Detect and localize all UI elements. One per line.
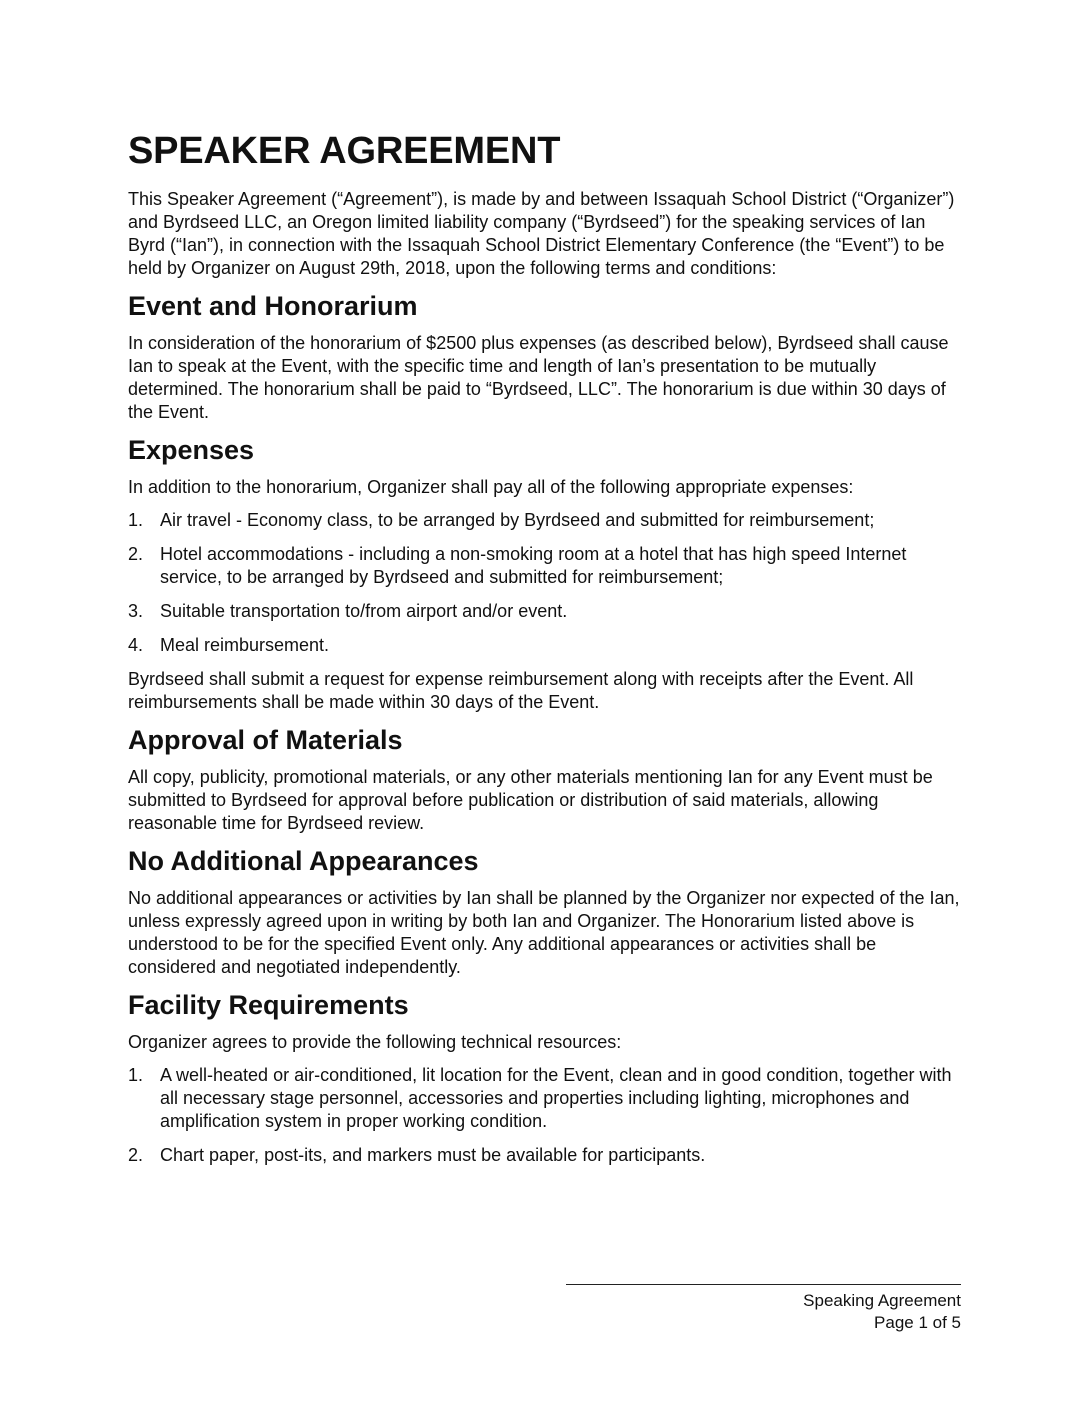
list-item — [128, 634, 960, 657]
list-item — [128, 1144, 960, 1167]
section-heading-no-additional: No Additional Appearances — [128, 846, 479, 876]
approval-paragraph: All copy, publicity, promotional materials, or any other materials mentioning Ian for any Event must be submitted to Byrdseed for approval before publication or distribution of said materials, allowing reasonable time for Byrdseed review. — [128, 767, 933, 833]
footer-page-number: Page 1 of 5 — [874, 1313, 961, 1332]
list-number: 2. — [128, 1145, 144, 1165]
intro-paragraph: This Speaker Agreement (“Agreement”), is made by and between Issaquah School District (“Organizer”) and Byrdseed LLC, an Oregon limited liability company (“Byrdseed”) for the speaking services of Ian Byrd (“Ian”), in connection with the Issaquah School District Elementary Conference (the “Event”) to be held by Organizer on August 29th, 2018, upon the following terms and conditions: — [128, 189, 955, 278]
document-page — [128, 128, 960, 1178]
list-item-text: Chart paper, post-its, and markers must be available for participants. — [160, 1145, 706, 1165]
list-item-text: A well-heated or air-conditioned, lit location for the Event, clean and in good condition, together with all necessary stage personnel, accessories and properties including lighting, microphones and amplification system in proper working condition. — [160, 1065, 952, 1131]
section-heading-facility: Facility Requirements — [128, 990, 409, 1020]
list-item-text: Air travel - Economy class, to be arranged by Byrdseed and submitted for reimbursement; — [160, 510, 875, 530]
expenses-list — [128, 509, 960, 657]
section-heading-event-honorarium: Event and Honorarium — [128, 291, 418, 321]
list-item — [128, 543, 960, 589]
list-number: 2. — [128, 544, 144, 564]
section-heading-approval: Approval of Materials — [128, 725, 403, 755]
list-item-text: Meal reimbursement. — [160, 635, 330, 655]
event-honorarium-paragraph: In consideration of the honorarium of $2500 plus expenses (as described below), Byrdseed shall cause Ian to speak at the Event, with the specific time and length of Ian’s presentation to be mutually determined. The honorarium shall be paid to “Byrdseed, LLC”. The honorarium is due within 30 days of the Event. — [128, 333, 949, 422]
list-number: 1. — [128, 1065, 144, 1085]
expenses-closing: Byrdseed shall submit a request for expense reimbursement along with receipts after the Event. All reimbursements shall be made within 30 days of the Event. — [128, 669, 914, 712]
list-number: 1. — [128, 510, 144, 530]
facility-list — [128, 1064, 960, 1167]
list-item — [128, 600, 960, 623]
list-item — [128, 1064, 960, 1133]
page-footer — [566, 1284, 961, 1334]
list-number: 4. — [128, 635, 144, 655]
list-item-text: Hotel accommodations - including a non-smoking room at a hotel that has high speed Internet service, to be arranged by Byrdseed and submitted for reimbursement; — [160, 544, 907, 587]
facility-intro: Organizer agrees to provide the following technical resources: — [128, 1032, 622, 1052]
list-item — [128, 509, 960, 532]
footer-doc-name: Speaking Agreement — [803, 1291, 961, 1310]
page-title: SPEAKER AGREEMENT — [128, 130, 561, 172]
list-number: 3. — [128, 601, 144, 621]
section-heading-expenses: Expenses — [128, 435, 255, 465]
expenses-intro: In addition to the honorarium, Organizer shall pay all of the following appropriate expenses: — [128, 477, 854, 497]
list-item-text: Suitable transportation to/from airport and/or event. — [160, 601, 568, 621]
no-additional-paragraph: No additional appearances or activities by Ian shall be planned by the Organizer nor expected of the Ian, unless expressly agreed upon in writing by both Ian and Organizer. The Honorarium listed above is understood to be for the specified Event only. Any additional appearances or activities shall be considered and negotiated independently. — [128, 888, 960, 977]
